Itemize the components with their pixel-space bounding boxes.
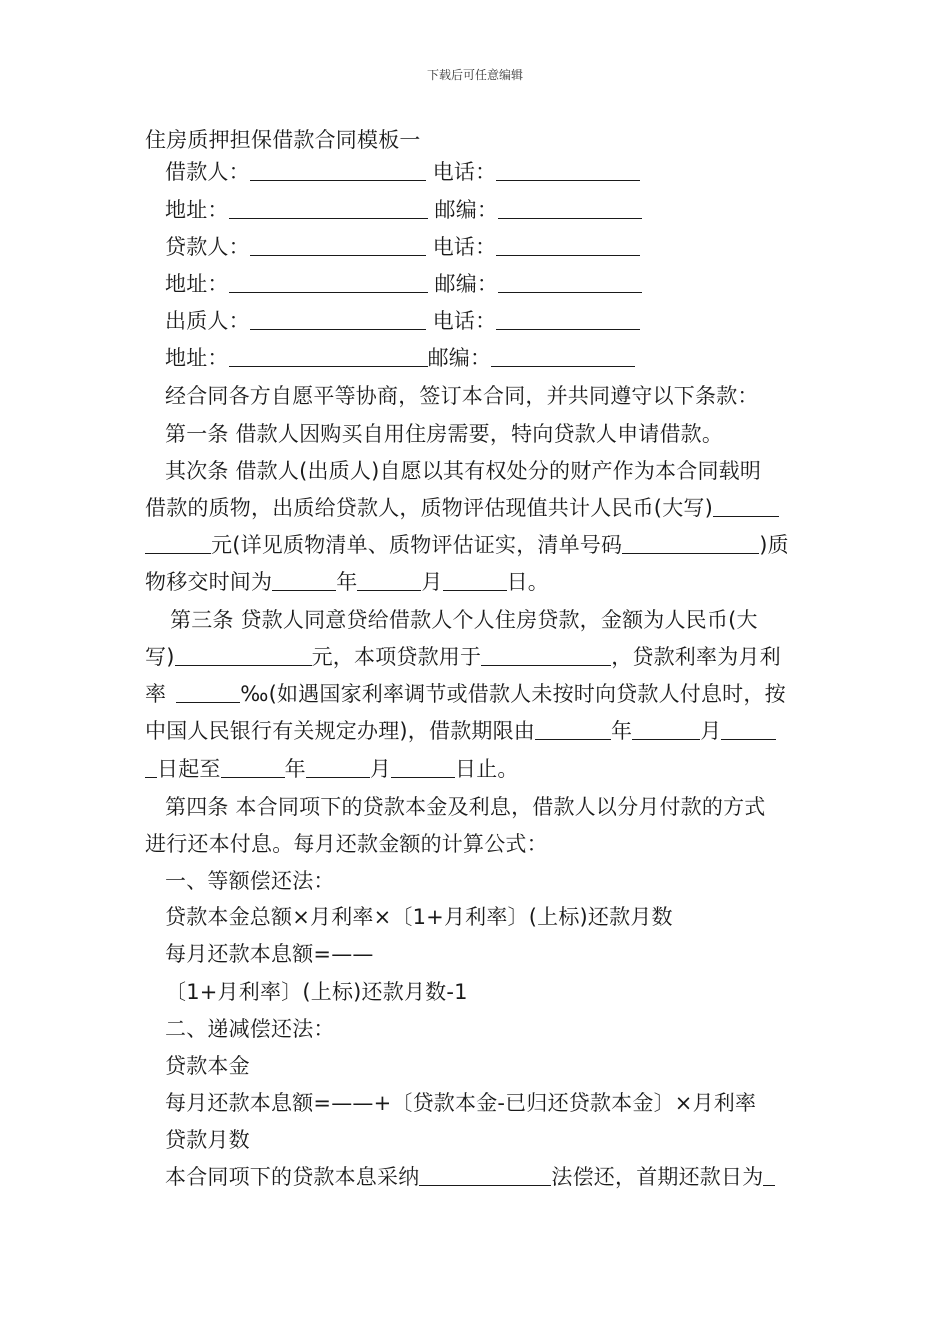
article-3-line-4 bbox=[145, 716, 815, 746]
article-3-text: 日起至 bbox=[157, 757, 221, 781]
start-month-blank bbox=[632, 719, 700, 740]
article-2-line-2 bbox=[145, 493, 815, 523]
lender-address-blank bbox=[229, 272, 428, 293]
end-year-blank bbox=[221, 757, 285, 778]
pledgor-label: 出质人： bbox=[165, 309, 250, 333]
pledgor-phone-blank bbox=[496, 309, 640, 330]
year-label: 年 bbox=[336, 570, 358, 594]
list-number-blank bbox=[622, 533, 759, 554]
borrower-label: 借款人： bbox=[165, 160, 250, 184]
start-day-blank bbox=[721, 719, 776, 740]
intro-paragraph: 经合同各方自愿平等协商，签订本合同，并共同遵守以下条款： bbox=[165, 384, 759, 408]
article-1: 第一条 借款人因购买自用住房需要，特向贷款人申请借款。 bbox=[165, 422, 724, 446]
interest-rate-blank bbox=[176, 682, 240, 703]
pledgor-blank bbox=[250, 309, 426, 330]
lender-label: 贷款人： bbox=[165, 235, 250, 259]
repayment-method-blank bbox=[419, 1165, 551, 1186]
method-1-title: 一、等额偿还法： bbox=[165, 869, 335, 893]
method-2-formula-main: 每月还款本息额=——+〔贷款本金-已归还贷款本金〕×月利率 bbox=[165, 1091, 757, 1115]
article-2-text: )质 bbox=[759, 533, 789, 557]
lender-line bbox=[165, 232, 835, 262]
pledge-value-blank bbox=[713, 496, 779, 517]
article-3-line-3 bbox=[145, 679, 815, 709]
repayment-method-line bbox=[165, 1162, 835, 1192]
article-2-line-3 bbox=[145, 530, 815, 560]
pledgor-address-blank bbox=[229, 346, 428, 367]
method-1-formula-denominator: 〔1+月利率〕(上标)还款月数-1 bbox=[165, 980, 468, 1004]
transfer-day-blank bbox=[443, 570, 507, 591]
pledgor-line bbox=[165, 306, 835, 336]
address-label: 地址： bbox=[165, 346, 229, 370]
month-label: 月 bbox=[700, 719, 722, 743]
postcode-label: 邮编： bbox=[427, 346, 492, 370]
start-day-blank-cont bbox=[145, 757, 157, 778]
article-3-line-1: 第三条 贷款人同意贷给借款人个人住房贷款，金额为人民币(大 bbox=[170, 608, 758, 632]
article-4-line-1: 第四条 本合同项下的贷款本金及利息，借款人以分月付款的方式 bbox=[165, 795, 766, 819]
method-1-formula-main: 每月还款本息额=—— bbox=[165, 942, 374, 966]
loan-amount-blank bbox=[175, 645, 312, 666]
year-label: 年 bbox=[611, 719, 633, 743]
article-3-line-5 bbox=[145, 754, 815, 784]
end-month-blank bbox=[306, 757, 370, 778]
borrower-line bbox=[165, 157, 835, 187]
article-4-text: 本合同项下的贷款本息采纳 bbox=[165, 1165, 420, 1189]
transfer-year-blank bbox=[272, 570, 336, 591]
lender-address-line bbox=[165, 269, 835, 299]
article-2-text: 元(详见质物清单、质物评估证实，清单号码 bbox=[211, 533, 623, 557]
article-4-text: 法偿还，首期还款日为 bbox=[551, 1165, 764, 1189]
lender-postcode-blank bbox=[498, 272, 642, 293]
postcode-label: 邮编： bbox=[434, 272, 499, 296]
address-label: 地址： bbox=[165, 198, 229, 222]
start-year-blank bbox=[535, 719, 611, 740]
article-3-text: ，贷款利率为月利 bbox=[611, 645, 781, 669]
first-payment-date-blank bbox=[763, 1165, 775, 1186]
article-3-text: 写) bbox=[145, 645, 175, 669]
article-2-line-4 bbox=[145, 567, 815, 597]
phone-label: 电话： bbox=[432, 309, 497, 333]
month-label: 月 bbox=[369, 757, 392, 781]
method-2-formula-denominator: 贷款月数 bbox=[165, 1128, 250, 1152]
article-4-line-2: 进行还本付息。每月还款金额的计算公式： bbox=[145, 832, 548, 856]
year-label: 年 bbox=[284, 757, 306, 781]
borrower-blank bbox=[250, 160, 426, 181]
borrower-postcode-blank bbox=[498, 198, 642, 219]
transfer-month-blank bbox=[357, 570, 421, 591]
document-title: 住房质押担保借款合同模板一 bbox=[145, 128, 421, 152]
pledge-value-blank-cont bbox=[145, 533, 211, 554]
pledgor-address-line bbox=[165, 343, 835, 373]
method-2-title: 二、递减偿还法： bbox=[165, 1017, 335, 1041]
month-label: 月 bbox=[421, 570, 443, 594]
article-3-text: 日止。 bbox=[455, 757, 519, 781]
borrower-address-blank bbox=[229, 198, 428, 219]
end-day-blank bbox=[391, 757, 455, 778]
article-3-text: 中国人民银行有关规定办理)，借款期限由 bbox=[145, 719, 535, 743]
page-header-note: 下载后可任意编辑 bbox=[426, 68, 523, 82]
address-label: 地址： bbox=[165, 272, 229, 296]
lender-phone-blank bbox=[496, 235, 640, 256]
phone-label: 电话： bbox=[432, 235, 497, 259]
method-2-formula-numerator: 贷款本金 bbox=[165, 1054, 250, 1078]
article-3-text: 元，本项贷款用于 bbox=[311, 645, 482, 669]
day-label: 日。 bbox=[506, 570, 550, 594]
article-2-text: 物移交时间为 bbox=[145, 570, 273, 594]
lender-blank bbox=[250, 235, 426, 256]
borrower-address-line bbox=[165, 195, 835, 225]
phone-label: 电话： bbox=[432, 160, 497, 184]
article-3-text: 率 bbox=[145, 682, 167, 706]
article-2-line-1: 其次条 借款人(出质人)自愿以其有权处分的财产作为本合同载明 bbox=[165, 459, 762, 483]
postcode-label: 邮编： bbox=[434, 198, 499, 222]
method-1-formula-numerator: 贷款本金总额×月利率×〔1+月利率〕(上标)还款月数 bbox=[165, 905, 673, 929]
borrower-phone-blank bbox=[496, 160, 640, 181]
pledgor-postcode-blank bbox=[491, 346, 635, 367]
article-3-text: ‰(如遇国家利率调节或借款人未按时向贷款人付息时，按 bbox=[240, 682, 786, 706]
article-2-text: 借款的质物，出质给贷款人，质物评估现值共计人民币(大写) bbox=[145, 496, 713, 520]
loan-purpose-blank bbox=[481, 645, 611, 666]
article-3-line-2 bbox=[145, 642, 815, 672]
